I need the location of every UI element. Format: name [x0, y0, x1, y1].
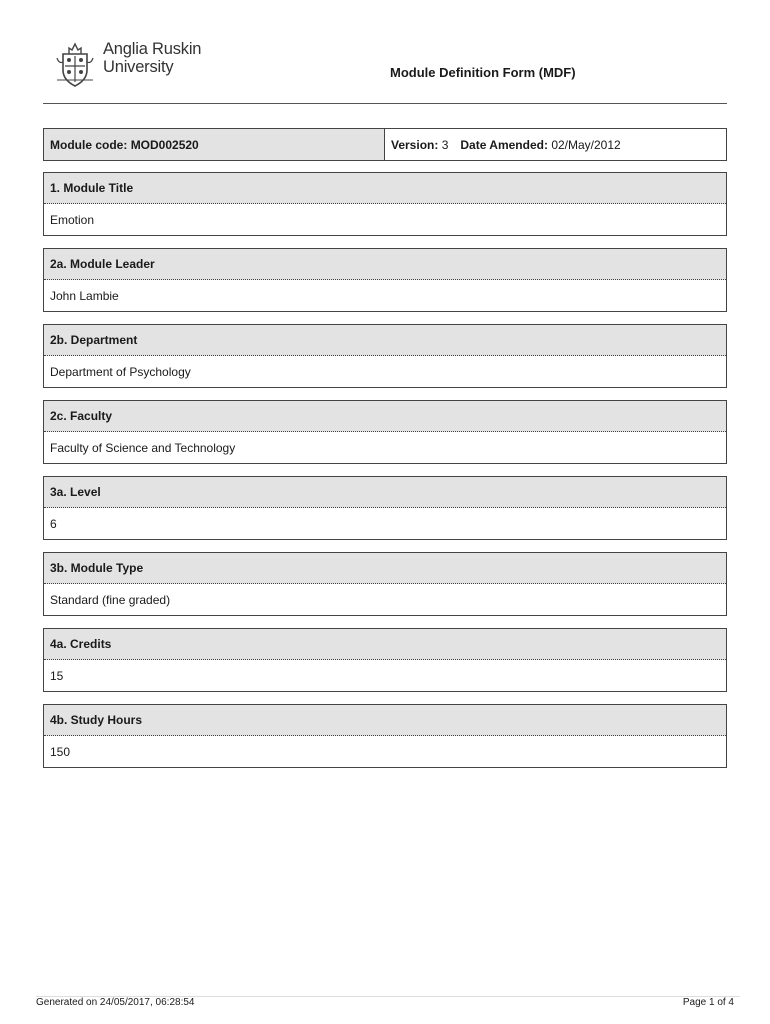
version-value: 3 [441, 137, 449, 152]
date-amended-value: 02/May/2012 [551, 137, 621, 152]
version-cell [385, 129, 726, 160]
section-study-hours [43, 704, 727, 768]
page-header [43, 38, 727, 104]
section-value: 6 [50, 516, 57, 531]
section-heading: 2b. Department [44, 325, 726, 356]
document-title: Module Definition Form (MDF) [390, 65, 576, 80]
crest-icon [55, 40, 95, 88]
section-value: Faculty of Science and Technology [50, 440, 236, 455]
section-value: Emotion [50, 212, 95, 227]
section-heading: 2c. Faculty [44, 401, 726, 432]
section-value: John Lambie [50, 288, 119, 303]
section-heading: 3a. Level [44, 477, 726, 508]
section-heading: 3b. Module Type [44, 553, 726, 584]
page-number: Page 1 of 4 [682, 997, 734, 1008]
section-value: Standard (fine graded) [50, 592, 171, 607]
university-logo [55, 40, 201, 88]
section-module-title [43, 172, 727, 236]
module-code-label: Module code: [50, 137, 128, 152]
date-amended-label: Date Amended: [460, 137, 548, 152]
section-value: 15 [50, 668, 64, 683]
module-code-value: MOD002520 [130, 137, 199, 152]
logo-line-2: University [103, 58, 174, 76]
section-module-type [43, 552, 727, 616]
header-divider [43, 103, 727, 104]
section-heading: 1. Module Title [44, 173, 726, 204]
section-value: Department of Psychology [50, 364, 191, 379]
section-heading: 4b. Study Hours [44, 705, 726, 736]
module-info-box [43, 128, 727, 161]
section-department [43, 324, 727, 388]
section-heading: 4a. Credits [44, 629, 726, 660]
section-module-leader [43, 248, 727, 312]
section-value: 150 [50, 744, 71, 759]
section-credits [43, 628, 727, 692]
version-label: Version: [391, 137, 439, 152]
form-sections [43, 172, 727, 780]
module-code-cell [44, 129, 385, 160]
section-level [43, 476, 727, 540]
logo-line-1: Anglia Ruskin [103, 40, 202, 58]
section-heading: 2a. Module Leader [44, 249, 726, 280]
section-faculty [43, 400, 727, 464]
generated-timestamp: Generated on 24/05/2017, 06:28:54 [36, 997, 195, 1008]
